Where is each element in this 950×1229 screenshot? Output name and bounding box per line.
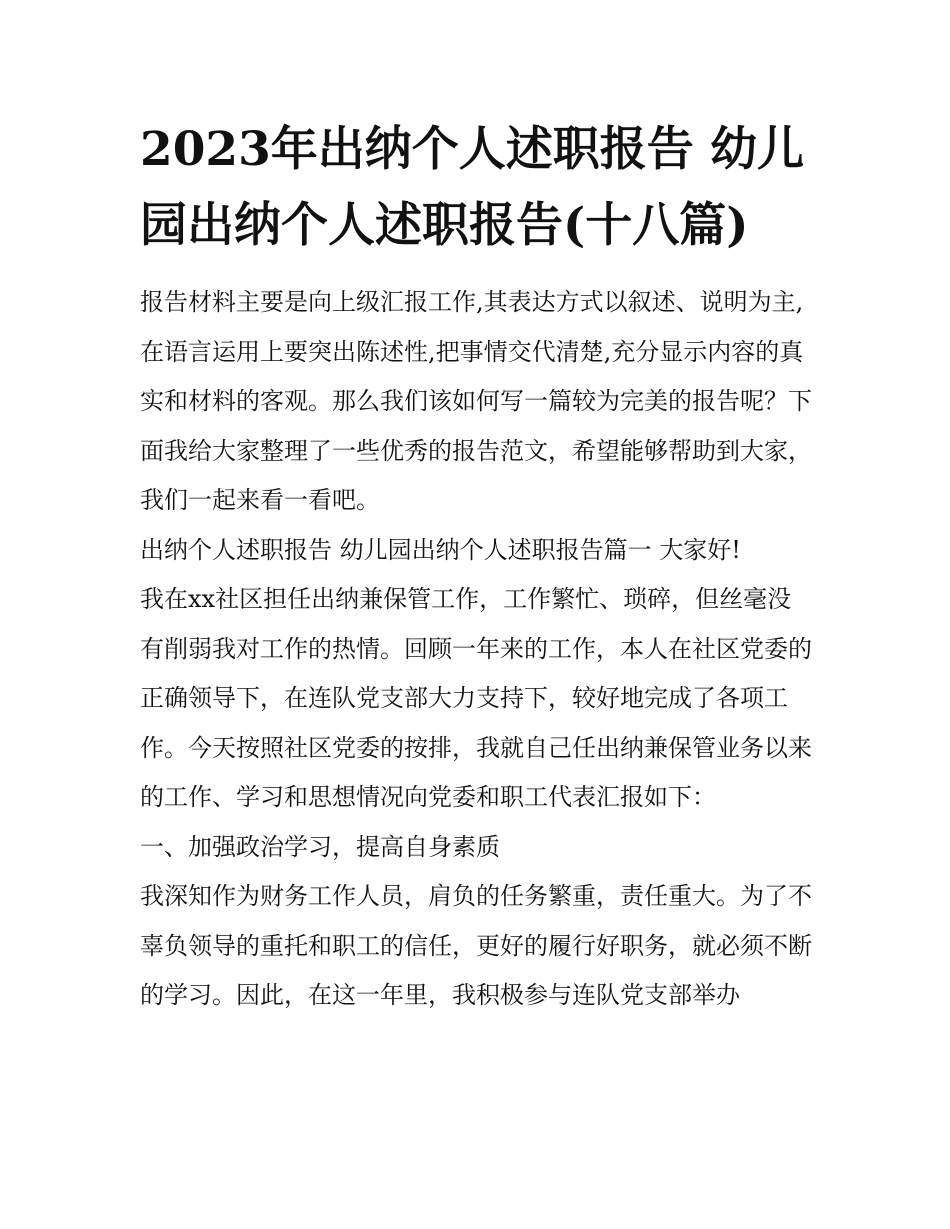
document-title: 2023年出纳个人述职报告 幼儿园出纳个人述职报告(十八篇) [140,122,805,253]
body-paragraph: 我在xx社区担任出纳兼保管工作，工作繁忙、琐碎，但丝毫没有削弱我对工作的热情。回顾一年来的工作，本人在社区党委的正确领导下，在连队党支部大力支持下，较好地完成了各项工作。今天按照社区党委的按排，我就自己任出纳兼保管业务以来的工作、学习和思想情况向党委和职工代表汇报如下： [140,585,812,811]
intro-paragraph: 报告材料主要是向上级汇报工作,其表达方式以叙述、说明为主,在语言运用上要突出陈述性,把事情交代清楚,充分显示内容的真实和材料的客观。那么我们该如何写一篇较为完美的报告呢？下面我给大家整理了一些优秀的报告范文，希望能够帮助到大家，我们一起来看一看吧。 [140,288,812,514]
document-page [140,112,812,1021]
body-paragraph-continued: 我深知作为财务工作人员，肩负的任务繁重，责任重大。为了不辜负领导的重托和职工的信任，更好的履行好职务，就必须不断的学习。因此，在这一年里，我积极参与连队党支部举办 [140,882,812,1009]
subheading-paragraph: 一、加强政治学习，提高自身素质 [140,832,500,861]
section-heading-paragraph: 出纳个人述职报告 幼儿园出纳个人述职报告篇一 大家好! [140,535,741,564]
